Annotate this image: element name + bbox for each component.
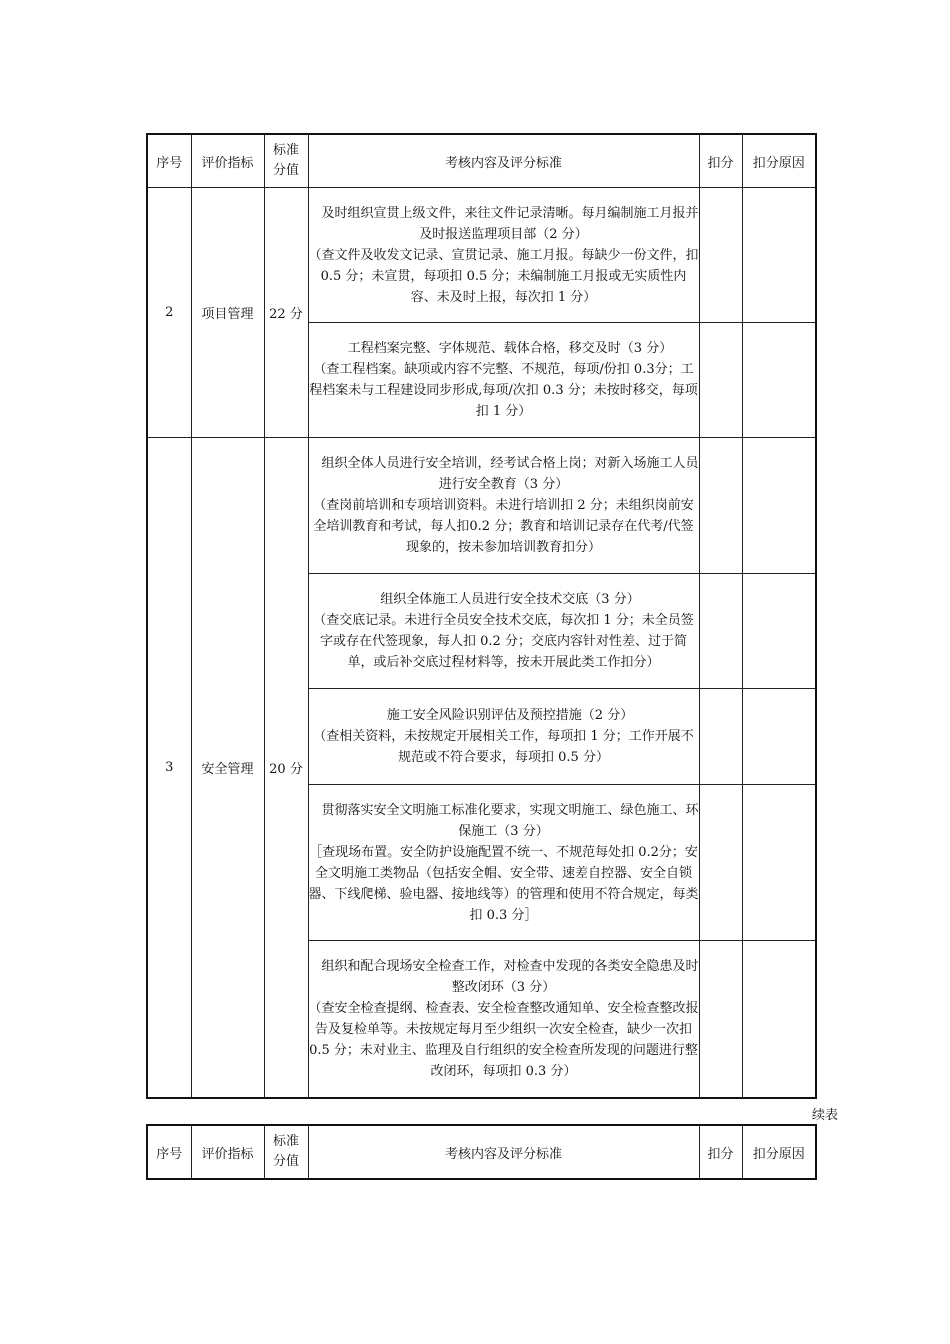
header-std-score-line2: 分值 bbox=[272, 163, 299, 178]
reason-cell bbox=[742, 574, 816, 689]
item-criteria: （查安全检查提纲、检查表、安全检查整改通知单、安全检查整改报告及复检单等。未按规定每月至少组织一次安全检查，缺少一次扣 0.5 分；未对业主、监理及自行组织的安全检查所发现的问题进行整改闭环，每项扣 0.3 分） bbox=[308, 1000, 699, 1079]
table-header-row bbox=[147, 134, 816, 188]
reason-cell bbox=[742, 323, 816, 438]
item-criteria: ［查现场布置。安全防护设施配置不统一、不规范每处扣 0.2分；安全文明施工类物品（包括安全帽、安全带、速差自控器、安全自锁器、下线爬梯、验电器、接地线等）的管理和使用不符合规定，每类扣 0.3 分］ bbox=[308, 844, 699, 923]
header-reason: 扣分原因 bbox=[742, 1125, 816, 1179]
header-deduct: 扣分 bbox=[699, 134, 742, 188]
item-content bbox=[308, 188, 699, 323]
header-reason: 扣分原因 bbox=[742, 134, 816, 188]
reason-cell bbox=[742, 438, 816, 574]
item-requirement: 贯彻落实安全文明施工标准化要求，实现文明施工、绿色施工、环保施工（3 分） bbox=[321, 802, 699, 839]
header-std-score-line1: 标准 bbox=[272, 143, 299, 158]
reason-cell bbox=[742, 785, 816, 941]
item-content bbox=[308, 941, 699, 1098]
table-header-row bbox=[147, 1125, 816, 1179]
item-criteria: （查工程档案。缺项或内容不完整、不规范，每项/份扣 0.3分；工程档案未与工程建设同步形成,每项/次扣 0.3 分；未按时移交，每项扣 1 分） bbox=[309, 362, 698, 419]
item-requirement: 组织全体施工人员进行安全技术交底（3 分） bbox=[380, 592, 640, 607]
header-std-score bbox=[264, 134, 308, 188]
header-content: 考核内容及评分标准 bbox=[308, 134, 699, 188]
header-std-score-line1: 标准 bbox=[272, 1134, 299, 1149]
item-criteria: （查岗前培训和专项培训资料。未进行培训扣 2 分；未组织岗前安全培训教育和考试，每人扣0.2 分；教育和培训记录存在代考/代签现象的，按未参加培训教育扣分） bbox=[313, 498, 694, 555]
group-score: 22 分 bbox=[264, 188, 308, 438]
deduct-cell bbox=[699, 188, 742, 323]
header-std-score-line2: 分值 bbox=[272, 1154, 299, 1169]
reason-cell bbox=[742, 941, 816, 1098]
header-std-score bbox=[264, 1125, 308, 1179]
evaluation-table bbox=[146, 133, 817, 1099]
reason-cell bbox=[742, 188, 816, 323]
item-requirement: 组织和配合现场安全检查工作，对检查中发现的各类安全隐患及时整改闭环（3 分） bbox=[321, 958, 699, 995]
header-content: 考核内容及评分标准 bbox=[308, 1125, 699, 1179]
continued-table bbox=[146, 1124, 817, 1180]
header-indicator: 评价指标 bbox=[191, 134, 264, 188]
item-criteria: （查文件及收发文记录、宣贯记录、施工月报。每缺少一份文件，扣 0.5 分；未宣贯，每项扣 0.5 分；未编制施工月报或无实质性内容、未及时上报，每次扣 1 分） bbox=[308, 247, 699, 305]
header-seq: 序号 bbox=[147, 1125, 191, 1179]
item-criteria: （查交底记录。未进行全员安全技术交底，每次扣 1 分；未全员签字或存在代签现象，每人扣 0.2 分；交底内容针对性差、过于简单，或后补交底过程材料等，按未开展此类工作扣分） bbox=[313, 613, 694, 670]
header-indicator: 评价指标 bbox=[191, 1125, 264, 1179]
item-content bbox=[308, 323, 699, 438]
deduct-cell bbox=[699, 438, 742, 574]
item-requirement: 组织全体人员进行安全培训，经考试合格上岗；对新入场施工人员进行安全教育（3 分） bbox=[321, 456, 699, 492]
header-deduct: 扣分 bbox=[699, 1125, 742, 1179]
group-seq: 3 bbox=[147, 438, 191, 1098]
reason-cell bbox=[742, 689, 816, 785]
header-seq: 序号 bbox=[147, 134, 191, 188]
group-indicator: 项目管理 bbox=[191, 188, 264, 438]
group-indicator: 安全管理 bbox=[191, 438, 264, 1098]
item-criteria: （查相关资料，未按规定开展相关工作，每项扣 1 分；工作开展不规范或不符合要求，每项扣 0.5 分） bbox=[313, 729, 694, 765]
item-requirement: 及时组织宣贯上级文件，来往文件记录清晰。每月编制施工月报并及时报送监理项目部（2 分） bbox=[321, 205, 699, 242]
table-row bbox=[147, 188, 816, 323]
deduct-cell bbox=[699, 574, 742, 689]
group-seq: 2 bbox=[147, 188, 191, 438]
item-content bbox=[308, 574, 699, 689]
continued-label: 续表 bbox=[812, 1108, 839, 1123]
table-row bbox=[147, 438, 816, 574]
item-content bbox=[308, 689, 699, 785]
item-requirement: 施工安全风险识别评估及预控措施（2 分） bbox=[386, 708, 634, 723]
group-score: 20 分 bbox=[264, 438, 308, 1098]
item-content bbox=[308, 785, 699, 941]
deduct-cell bbox=[699, 323, 742, 438]
item-content bbox=[308, 438, 699, 574]
deduct-cell bbox=[699, 941, 742, 1098]
deduct-cell bbox=[699, 785, 742, 941]
item-requirement: 工程档案完整、字体规范、载体合格，移交及时（3 分） bbox=[347, 341, 673, 356]
deduct-cell bbox=[699, 689, 742, 785]
